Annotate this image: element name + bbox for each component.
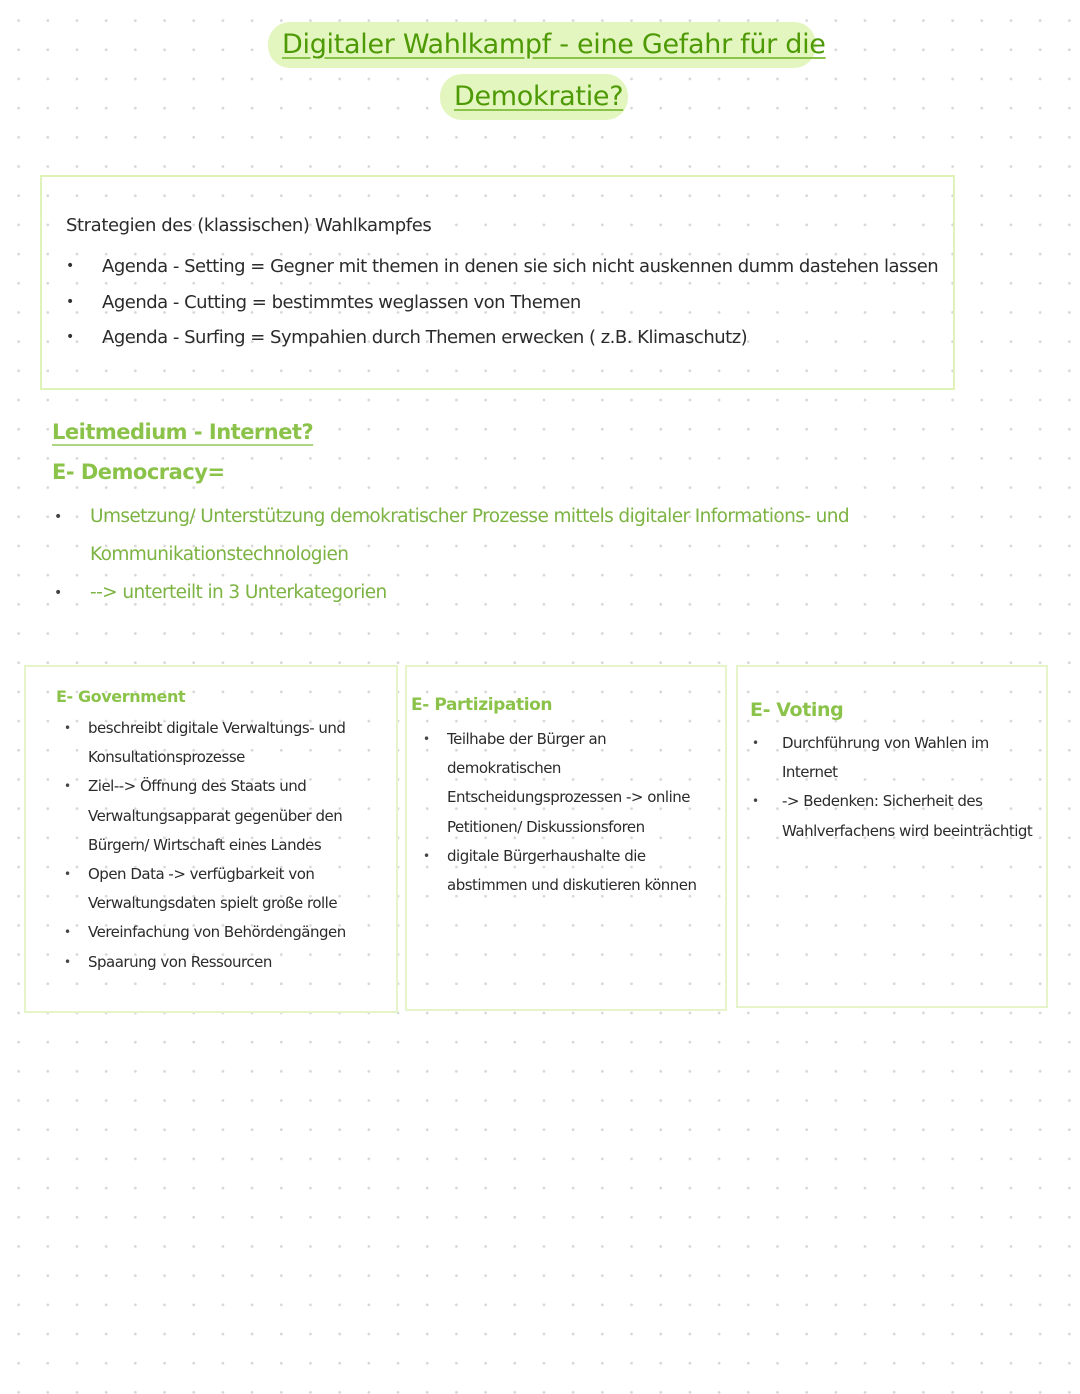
- edemocracy-list: [50, 498, 890, 612]
- e-government-list: [60, 714, 400, 977]
- strategy-item-surfing: • Agenda - Surfing = Sympahien durch Themen erwecken ( z.B. Klimaschutz): [62, 320, 938, 356]
- strategies-box: [40, 175, 955, 390]
- e-partizipation-list: [419, 725, 719, 900]
- strategy-item-cutting: • Agenda - Cutting = bestimmtes weglassen von Themen: [62, 285, 938, 321]
- edemocracy-item-definition: • Umsetzung/ Unterstützung demokratischer Prozesse mittels digitaler Informations- und Kommunikationstechnologien: [50, 498, 890, 574]
- list-item: • Ziel--> Öffnung des Staats und Verwaltungsapparat gegenüber den Bürgern/ Wirtschaft eines Landes: [60, 772, 400, 860]
- list-item: • Durchführung von Wahlen im Internet: [748, 729, 1044, 787]
- e-voting-list: [748, 729, 1044, 846]
- list-item: • digitale Bürgerhaushalte die abstimmen und diskutieren können: [419, 842, 719, 900]
- list-item: • Teilhabe der Bürger an demokratischen Entscheidungsprozessen -> online Petitionen/ Diskussionsforen: [419, 725, 719, 842]
- list-item: • -> Bedenken: Sicherheit des Wahlverfachens wird beeinträchtigt: [748, 787, 1044, 845]
- list-item: • beschreibt digitale Verwaltungs- und Konsultationsprozesse: [60, 714, 400, 772]
- edemocracy-heading: E- Democracy=: [52, 460, 225, 484]
- list-item: • Spaarung von Ressourcen: [60, 948, 400, 977]
- list-item: • Open Data -> verfügbarkeit von Verwaltungsdaten spielt große rolle: [60, 860, 400, 918]
- e-voting-heading: E- Voting: [750, 699, 844, 721]
- strategies-heading: Strategien des (klassischen) Wahlkampfes: [66, 215, 432, 236]
- e-partizipation-heading: E- Partizipation: [411, 695, 553, 715]
- list-item: • Vereinfachung von Behördengängen: [60, 918, 400, 947]
- leitmedium-heading: Leitmedium - Internet?: [52, 420, 314, 444]
- edemocracy-item-categories: • --> unterteilt in 3 Unterkategorien: [50, 574, 890, 612]
- title-line-2: Demokratie?: [440, 74, 628, 120]
- e-government-heading: E- Government: [56, 687, 186, 706]
- title-line-1: Digitaler Wahlkampf - eine Gefahr für die: [268, 22, 816, 68]
- e-partizipation-box: [405, 665, 727, 1011]
- e-voting-box: [736, 665, 1048, 1008]
- e-government-box: [24, 665, 398, 1013]
- strategy-item-setting: • Agenda - Setting = Gegner mit themen in denen sie sich nicht auskennen dumm dastehen lassen: [62, 249, 938, 285]
- strategies-list: [62, 249, 938, 356]
